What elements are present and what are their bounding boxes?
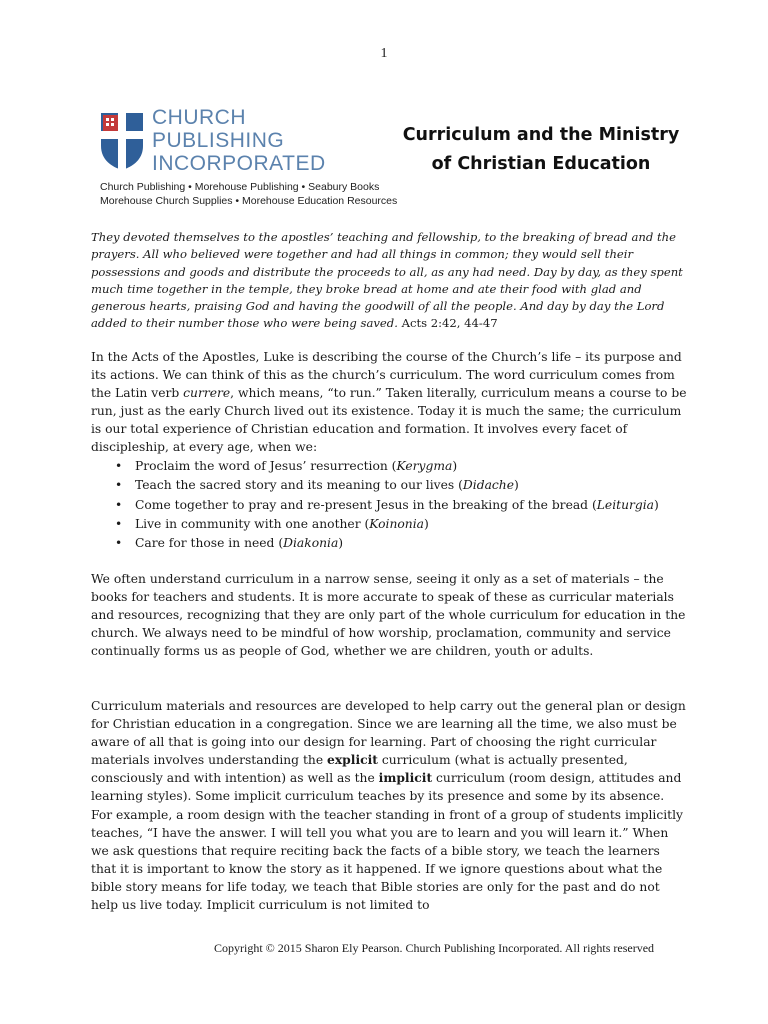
list-item (91, 534, 687, 553)
list-item-close: ) (338, 536, 344, 551)
list-item-text: Proclaim the word of Jesus’ resurrection ( (135, 459, 397, 473)
list-item-close: ) (424, 516, 429, 531)
epigraph-citation: Acts 2:42, 44-47 (401, 316, 498, 331)
list-item (91, 515, 687, 534)
page-number: 1 (380, 46, 388, 61)
paragraph-1 (91, 348, 687, 457)
logo-line-3: INCORPORATED (152, 152, 326, 175)
scripture-epigraph (91, 229, 687, 333)
title-line-2: of Christian Education (431, 154, 651, 174)
list-item-text: Teach the sacred story and its meaning to our lives ( (135, 478, 463, 493)
logo-line-1: CHURCH (152, 106, 246, 129)
list-item-close: ) (514, 478, 519, 493)
list-item-text: Come together to pray and re-present Jesus in the breaking of the bread ( (135, 497, 597, 512)
paragraph-3-text-a: Curriculum materials and resources are developed to help carry out the general plan or design for Christian education in a congregation. Since we are learning all the time, we also must be aware of all that is going into our design for learning. Part of choosing the right curricular materials involves understanding the (91, 699, 686, 768)
list-item (91, 496, 687, 515)
paragraph-3 (91, 697, 687, 914)
epigraph-text: They devoted themselves to the apostles’ teaching and fellowship, to the breaking of bread and the prayers. All who believed were together and had all things in common; they would sell their possessions and goods and distribute the proceeds to all, as any had need. Day by day, as they spent much time together in the temple, they broke bread at home and ate their food with glad and generous hearts, praising God and having the goodwill of all the people. And day by day the Lord added to their number those who were being saved. (91, 230, 683, 331)
list-item-text: Live in community with one another ( (135, 516, 370, 531)
paragraph-3-text-b: curriculum (what is actually presented, consciously and with intention) as well as the (91, 753, 628, 786)
explicit-term: explicit (327, 752, 378, 768)
paragraph-1-text-b: , which means, “to run.” Taken literally, curriculum means a course to be run, just as the early Church lived out its existence. Today it is much the same; the curriculum is our total experience of Christian education and formation. It involves every facet of discipleship, at every age, when we: (91, 386, 687, 455)
logo-tagline-2: Morehouse Church Supplies • Morehouse Education Resources (100, 195, 398, 207)
list-item-term: Kerygma (396, 459, 453, 473)
discipleship-list (91, 457, 687, 553)
list-item-close: ) (654, 497, 659, 512)
title-line-1: Curriculum and the Ministry (402, 125, 680, 145)
shield-cross-icon (98, 110, 146, 172)
copyright-footer: Copyright © 2015 Sharon Ely Pearson. Church Publishing Incorporated. All rights reserved (214, 941, 655, 955)
logo-tagline (100, 180, 400, 208)
logo-tagline-1: Church Publishing • Morehouse Publishing • Seabury Books (100, 181, 380, 193)
list-item (91, 457, 687, 476)
list-item (91, 476, 687, 495)
latin-term: currere (183, 386, 231, 401)
list-item-text: Care for those in need ( (135, 536, 284, 551)
paragraph-1-text-a: In the Acts of the Apostles, Luke is describing the course of the Church’s life – its purpose and its actions. We can think of this as the church’s curriculum. The word curriculum comes from the Latin verb (91, 350, 682, 401)
list-item-term: Koinonia (369, 516, 424, 531)
logo-wordmark (152, 106, 326, 175)
paragraph-3-text-c: curriculum (room design, attitudes and learning styles). Some implicit curriculum teaches by its presence and some by its absence. For example, a room design with the teacher standing in front of a group of students implicitly teaches, “I have the answer. I will tell you what you are to learn and you will learn it.” When we ask questions that require reciting back the facts of a bible story, we teach the learners that it is important to know the story as it happened. If we ignore questions about what the bible story means for life today, we teach that Bible stories are only for the past and do not help us live today. Implicit curriculum is not limited to (91, 771, 684, 913)
document-title (396, 121, 686, 179)
list-item-term: Didache (462, 478, 514, 493)
paragraph-2: We often understand curriculum in a narrow sense, seeing it only as a set of materials – the books for teachers and students. It is more accurate to speak of these as curricular materials and resources, recognizing that they are only part of the whole curriculum for education in the church. We always need to be mindful of how worship, proclamation, community and service continually forms us as people of God, whether we are children, youth or adults. (91, 572, 686, 659)
logo-line-2: PUBLISHING (152, 129, 285, 152)
implicit-term: implicit (378, 770, 433, 786)
list-item-close: ) (452, 459, 458, 473)
list-item-term: Diakonia (283, 536, 339, 551)
list-item-term: Leiturgia (596, 497, 655, 512)
